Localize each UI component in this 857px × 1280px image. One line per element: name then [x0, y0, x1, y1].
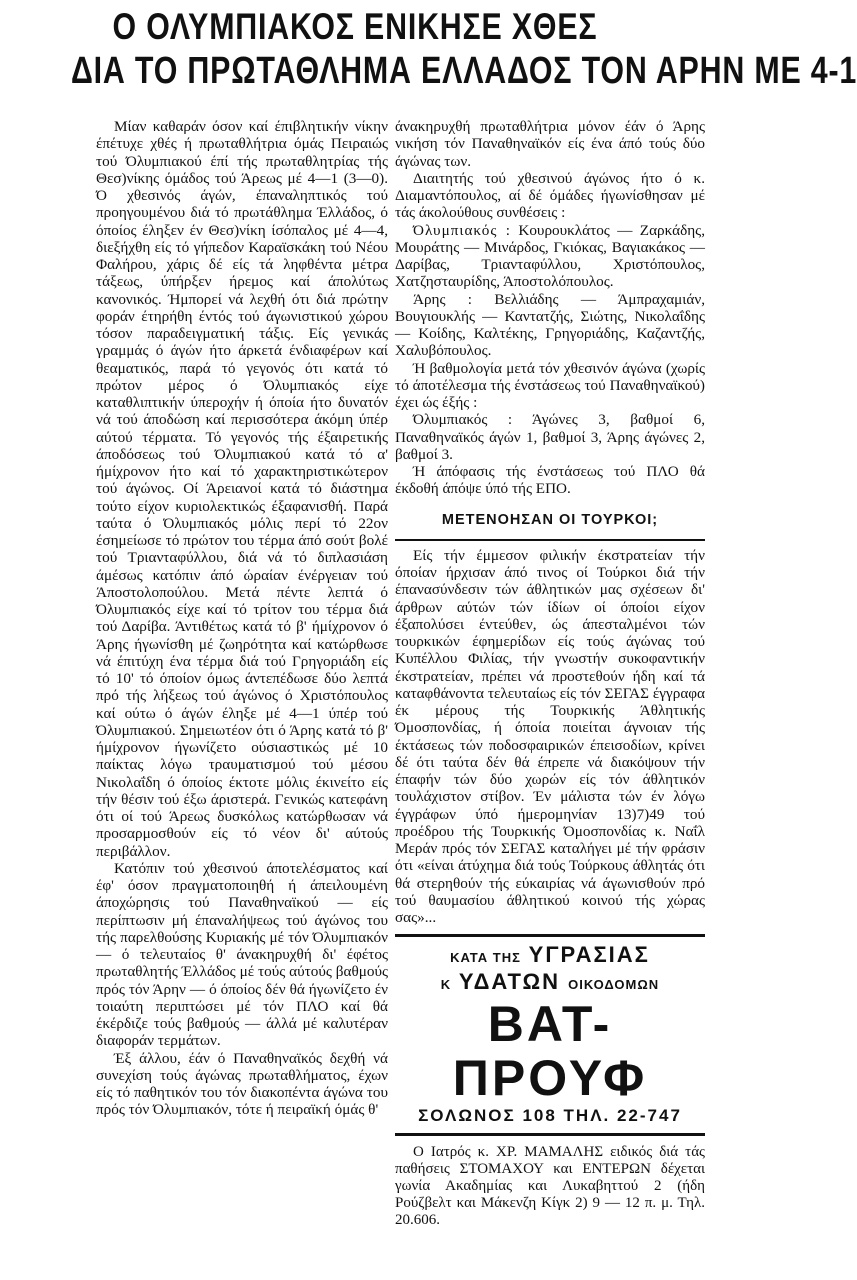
- ad-address: ΣΟΛΩΝΟΣ 108 ΤΗΛ. 22-747: [418, 1106, 682, 1126]
- lineup-players: Κουρουκλάτος — Ζαρκάδης, Μουράτης — Μινάρδος, Γκιόκας, Βαγιακάκος — Δαρίβας, Τριανταφύλλου, Χριστόπουλος, Χατζησταυρίδης, Άποστολόπουλος.: [395, 221, 705, 291]
- headline-line-2: ΔΙΑ ΤΟ ΠΡΩΤΑΘΛΗΜΑ ΕΛΛΑΔΟΣ ΤΟΝ ΑΡΗΝ ΜΕ 4-1: [71, 50, 857, 92]
- article-paragraph-text: Κατόπιν τού χθεσινού άποτελέσματος καί έφ' όσον πραγματοποιηθή ή άπειλουμένη άποχώρησις τού Παναθηναϊκού — είς περίπτωσιν μή έπαναλήψεως τού άγώνος του τής παρελθούσης Κυριακής μέ τόν Όλυμπιακόν — ό τελευταίος θ' άνακηρυχθή δι' έφέτος πρωταθλητής Έλλάδος μέ τούς αύτούς βαθμούς πρός τόν Άρην — ό όποίος δέν θά ήγωνίζετο έν τοιαύτη περιπτώσει μέ τόν ΠΛΟ καί θά έκέρδιζε τούς βαθμούς — άλλά μέ καλυτέραν διαφοράν τερμάτων.: [96, 859, 388, 1050]
- lineup-team-name: Άρης :: [413, 290, 473, 308]
- referee-paragraph: Διαιτητής τού χθεσινού άγώνος ήτο ό κ. Διαμαντόπουλος, αί δέ όμάδες ήγωνίσθησαν μέ τάς άκολούθους συνθέσεις :: [395, 169, 705, 222]
- lineup-olympiakos: [395, 222, 705, 291]
- lineup-players: Βελλιάδης — Άμπραχαμιάν, Βουγιουκλής — Καντατζής, Σιώτης, Νικολαΐδης — Κοίδης, Καλτέκης, Γρηγοριάδης, Καζαντζής, Χαλυβόπουλος.: [395, 290, 705, 360]
- advertisement: [395, 934, 705, 1136]
- ad-line-2: [395, 970, 705, 997]
- ad-line-1-main: ΥΓΡΑΣΙΑΣ: [528, 942, 650, 968]
- lineup-team-name: Όλυμπιακός :: [413, 221, 511, 239]
- ad-brand: ΒΑΤ-ΠΡΟΥΦ: [452, 996, 648, 1107]
- ad-line-2-prefix: Κ: [440, 977, 452, 993]
- ad-line-1: [395, 943, 705, 970]
- decision-paragraph: Ή άπόφασις τής ένστάσεως τού ΠΛΟ θά έκδοθή άπόψε ύπό τής ΕΠΟ.: [395, 463, 705, 498]
- article-left-column: [96, 118, 388, 1278]
- article-paragraph: Μίαν καθαράν όσον καί έπιβλητικήν νίκην έπέτυχε χθές ή πρωταθλήτρια όμάς Πειραιώς τού Όλυμπιακού έπί τής πρωταθλητρίας τής Θεσ)νίκης όμάδος τού Άρεως μέ 4—1 (3—0). Ό χθεσινός άγών, έπαναληπτικός τού προηγουμένου διά τό πρωτάθλημα Έλλάδος, ό όποίος έληξεν έν Θεσ)νίκη ίσόπαλος μέ 4—4, διεξήχθη είς τό γήπεδον Καραϊσκάκη τού Νέου Φαλήρου, χάρις δέ είς τά ληφθέντα μέτρα τάξεως, ύπήρξεν ήρεμος καί άπολύτως κανονικός. Ήμπορεί νά λεχθή ότι διά πρώτην φοράν έτηρήθη έντός τού άγωνιστικού χώρου τόσον παραδειγματική τάξις. Είς γενικάς γραμμάς ό άγών ήτο άρκετά ένδιαφέρων καί θεαματικός, παρά τό γεγονός ότι κατά τό πρώτον μέρος ό Όλυμπιακός είχε καταθλιπτικήν ύπεροχήν ή όποία ήτο δυνατόν νά τού άποδώση καί περισσότερα άκόμη ύπέρ αύτού τέρματα. Τό γεγονός τής έξαιρετικής άποδόσεως τού Όλυμπιακού κατά τό α' ήμίχρονον ήτο καί τό χαρακτηριστικώτερον τού άγώνος. Οί Άρειανοί κατά τό διάστημα τούτο είχον κυριολεκτικώς έξαφανισθή. Παρά ταύτα ό Όλυμπιακός μόλις περί τό 22ον έσημείωσε τό πρώτον του τέρμα άπό σούτ βολέ τού Τριανταφύλλου, διά νά τό διπλασιάση άμέσως κατόπιν άπό ώραίαν ένέργειαν τού Άποστολοπούλου. Μετά πέντε λεπτά ό Όλυμπιακός είχε καί τό τρίτον του τέρμα διά τού Δαρίβα. Άντιθέτως κατά τό β' ήμίχρονον ό Άρης ήγωνίσθη μέ ζωηρότητα καί κατώρθωσε νά έπιτύχη ένα τέρμα διά τού Γρηγοριάδη είς τό 10' τό όποίον όμως άντεπέδωσε δύο λεπτά πρό τής λήξεως τού άγώνος ό Χριστόπουλος καί ούτω ό άγών έληξε μέ 4—1 ύπέρ τού Όλυμπιακού. Σημειωτέον ότι ό Άρης κατά τό β' ήμίχρονον ήγωνίζετο ούσιαστικώς μέ 10 παίκτας λόγω τραυματισμού τού μέσου Νικολαΐδη ό όποίος έκτοτε μόλις έκινείτο είς τήν θέσιν τού έξω άριστερά. Γενικώς κατεφάνη ότι οί τού Άρεως δυσκόλως κατώρθωσαν νά προσαρμοσθούν είς τό νέον δι' αύτούς περιβάλλον.: [96, 118, 388, 860]
- ad-line-2-suffix: ΟΙΚΟΔΟΜΩΝ: [568, 977, 660, 993]
- article-continuation: άνακηρυχθή πρωταθλήτρια μόνον έάν ό Άρης νικήση τόν Παναθηναϊκόν είς ένα άπό τούς δύο άγώνας των.: [395, 118, 705, 170]
- article-right-column: [395, 118, 705, 1278]
- ad-line-1-prefix: ΚΑΤΑ ΤΗΣ: [450, 950, 521, 966]
- headline-line-1: Ο ΟΛΥΜΠΙΑΚΟΣ ΕΝΙΚΗΣΕ ΧΘΕΣ: [112, 6, 598, 47]
- standings-intro: Ή βαθμολογία μετά τόν χθεσινόν άγώνα (χωρίς τό άποτέλεσμα τής ένστάσεως τού Παναθηναϊκού) έχει ώς έξής :: [395, 359, 705, 411]
- second-article-body: Είς τήν έμμεσον φιλικήν έκστρατείαν τήν όποίαν ήρχισαν άπό τινος οί Τούρκοι διά τήν έπανασύνδεσιν τών άθλητικών μας σχέσεων δι' άρθρων αύτών τών ίδίων οί όποίοι είχον έξαπολύσει έντεύθεν, ώς άπεσταλμένοι τών τουρκικών έφημερίδων είς τούς άγώνας τού Κυπέλλου Φιλίας, τήν γνωστήν συκοφαντικήν έκστρατείαν, πρέπει νά προστεθούν ήδη καί τά καταφθάνοντα τελευταίως είς τόν ΣΕΓΑΣ έγγραφα έκ μέρους τής Τουρκικής Άθλητικής Όμοσπονδίας, ή όποία ποιείται άγνοιαν τής έκτάσεως τών ποδοσφαιρικών έπεισοδίων, κρίνει δέ ότι ταύτα δέν θά έπρεπε νά διακόψουν τήν έπαφήν τών δύο χωρών είς τόν άθλητικόν τουλάχιστον στίβον. Έν μάλιστα τών έν λόγω έγγράφων ύπό ήμερομηνίαν 13)7)49 τού προέδρου τής Τουρκικής Όμοσπονδίας κ. Ναΐλ Μεράν πρός τόν ΣΕΓΑΣ καταλήγει μέ τήν φράσιν ότι «είναι άτύχημα διά τούς Τούρκους άθλητάς ότι θά στερηθούν τής εύκαιρίας νά άγωνισθούν πρό τού θαυμασίου άθλητικού κοινού τής χώρας σας»...: [395, 546, 705, 926]
- article-paragraph: Έξ άλλου, έάν ό Παναθηναϊκός δεχθή νά συνεχίση τούς άγώνας πρωταθλήματος, έχων είς τό παθητικόν του τόν διακοπέντα άγώνα του πρός τόν Όλυμπιακόν, τότε ή πειραϊκή όμάς θ': [96, 1049, 388, 1119]
- lineup-aris: [395, 291, 705, 360]
- ad-line-2-main: ΥΔΑΤΩΝ: [458, 969, 561, 995]
- divider: [395, 539, 705, 541]
- standings: Όλυμπιακός : Άγώνες 3, βαθμοί 6, Παναθηναϊκός άγών 1, βαθμοί 3, Άρης άγώνες 2, βαθμοί 3.: [395, 411, 705, 463]
- doctor-notice: Ο Ιατρός κ. ΧΡ. ΜΑΜΑΛΗΣ ειδικός διά τάς παθήσεις ΣΤΟΜΑΧΟΥ και ΕΝΤΕΡΩΝ δέχεται γωνία Ακαδημίας και Λυκαβηττού 2 (ήδη Ρούζβελτ και Μάκενζη Κίγκ 2) 9 — 12 π. μ. Τηλ. 20.606.: [395, 1144, 705, 1229]
- article-paragraph: [96, 860, 388, 1050]
- second-article-title: ΜΕΤΕΝΟΗΣΑΝ ΟΙ ΤΟΥΡΚΟΙ;: [441, 511, 659, 528]
